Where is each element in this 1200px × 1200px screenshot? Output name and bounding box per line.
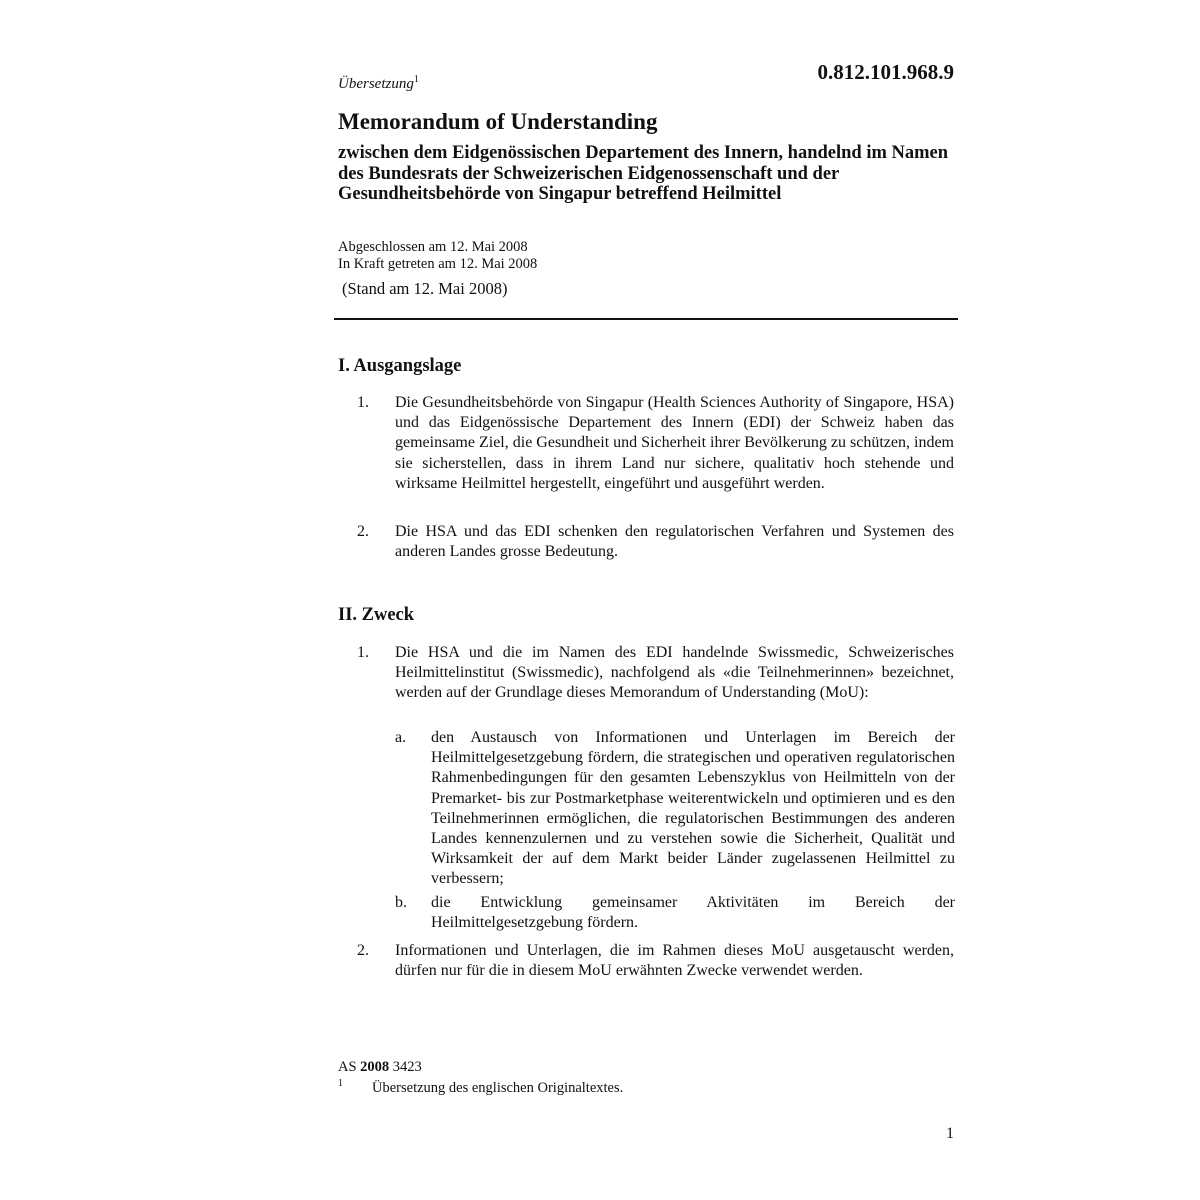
item-text: Die HSA und die im Namen des EDI handelnde Swissmedic, Schweizerisches Heilmittelinstitut (Swissmedic), nachfolgend als «die Teilnehmerinnen» bezeichnet, werden auf der Grundlage dieses Memorandum of Understanding (MoU): bbox=[395, 644, 954, 702]
sub-item-text: den Austausch von Informationen und Unterlagen im Bereich der Heilmittelgesetzgebung fördern, die strategischen und operativen regulatorischen Rahmenbedingungen für den gesamten Lebenszyklus von Heilmitteln von der Premarket- bis zur Postmarketphase weiterentwickeln und optimieren und es den Teilnehmerinnen ermöglichen, die regulatorischen Bestimmungen des anderen Landes kennenzulernen und zu verstehen sowie die Sicherheit, Qualität und Wirksamkeit der auf dem Markt beider Länder zugelassenen Heilmittel zu verbessern; bbox=[431, 729, 955, 888]
sub-list-item bbox=[395, 893, 955, 933]
item-number: 2. bbox=[357, 523, 369, 540]
sub-list-item bbox=[395, 728, 955, 890]
list-item bbox=[357, 522, 954, 562]
date-in-force: In Kraft getreten am 12. Mai 2008 bbox=[338, 256, 538, 272]
item-text: Die HSA und das EDI schenken den regulatorischen Verfahren und Systemen des anderen Landes grosse Bedeutung. bbox=[395, 523, 954, 561]
translation-label-text: Übersetzung bbox=[338, 76, 414, 92]
sr-number: 0.812.101.968.9 bbox=[817, 60, 954, 84]
list-item bbox=[357, 643, 954, 704]
item-number: 1. bbox=[357, 394, 369, 411]
translation-footnote-ref[interactable]: 1 bbox=[413, 74, 419, 85]
section-heading-ausgangslage: I. Ausgangslage bbox=[338, 356, 462, 376]
list-item bbox=[357, 941, 954, 981]
section-heading-zweck: II. Zweck bbox=[338, 605, 415, 625]
footnote-text: Übersetzung des englischen Originaltextes. bbox=[372, 1080, 624, 1096]
translation-label bbox=[338, 74, 419, 93]
footnote bbox=[338, 1080, 623, 1097]
status-date: (Stand am 12. Mai 2008) bbox=[342, 279, 508, 298]
footnote-mark: 1 bbox=[338, 1078, 343, 1089]
date-block bbox=[338, 239, 537, 273]
item-text: Informationen und Unterlagen, die im Rahmen dieses MoU ausgetauscht werden, dürfen nur für die in diesem MoU erwähnten Zwecke verwendet werden. bbox=[395, 942, 954, 980]
item-text: Die Gesundheitsbehörde von Singapur (Health Sciences Authority of Singapore, HSA) und das Eidgenössische Departement des Innern (EDI) der Schweiz haben das gemeinsame Ziel, die Gesundheit und Sicherheit ihrer Bevölkerung zu schützen, indem sie sicherstellen, dass in ihrem Land nur sichere, qualitativ hoch stehende und wirksame Heilmittel hergestellt, eingeführt und ausgeführt werden. bbox=[395, 394, 954, 492]
header-divider bbox=[334, 318, 958, 320]
official-collection-reference bbox=[338, 1059, 422, 1076]
item-number: 2. bbox=[357, 942, 369, 959]
list-item bbox=[357, 393, 954, 494]
sub-item-letter: a. bbox=[395, 729, 407, 746]
sub-item-text: die Entwicklung gemeinsamer Aktivitäten im Bereich der Heilmittelgesetzgebung fördern. bbox=[431, 894, 955, 932]
as-page: 3423 bbox=[392, 1059, 422, 1075]
date-concluded: Abgeschlossen am 12. Mai 2008 bbox=[338, 239, 528, 255]
page-title: Memorandum of Understanding bbox=[338, 109, 658, 134]
sub-item-letter: b. bbox=[395, 894, 407, 911]
page-number: 1 bbox=[946, 1125, 954, 1142]
as-year: 2008 bbox=[360, 1059, 390, 1075]
item-number: 1. bbox=[357, 644, 369, 661]
page-subtitle: zwischen dem Eidgenössischen Departement des Innern, handelnd im Namen des Bundesrats der Schweizerischen Eidgenossenschaft und der Gesundheitsbehörde von Singapur betreffend Heilmittel bbox=[338, 143, 949, 204]
as-prefix: AS bbox=[338, 1059, 357, 1075]
